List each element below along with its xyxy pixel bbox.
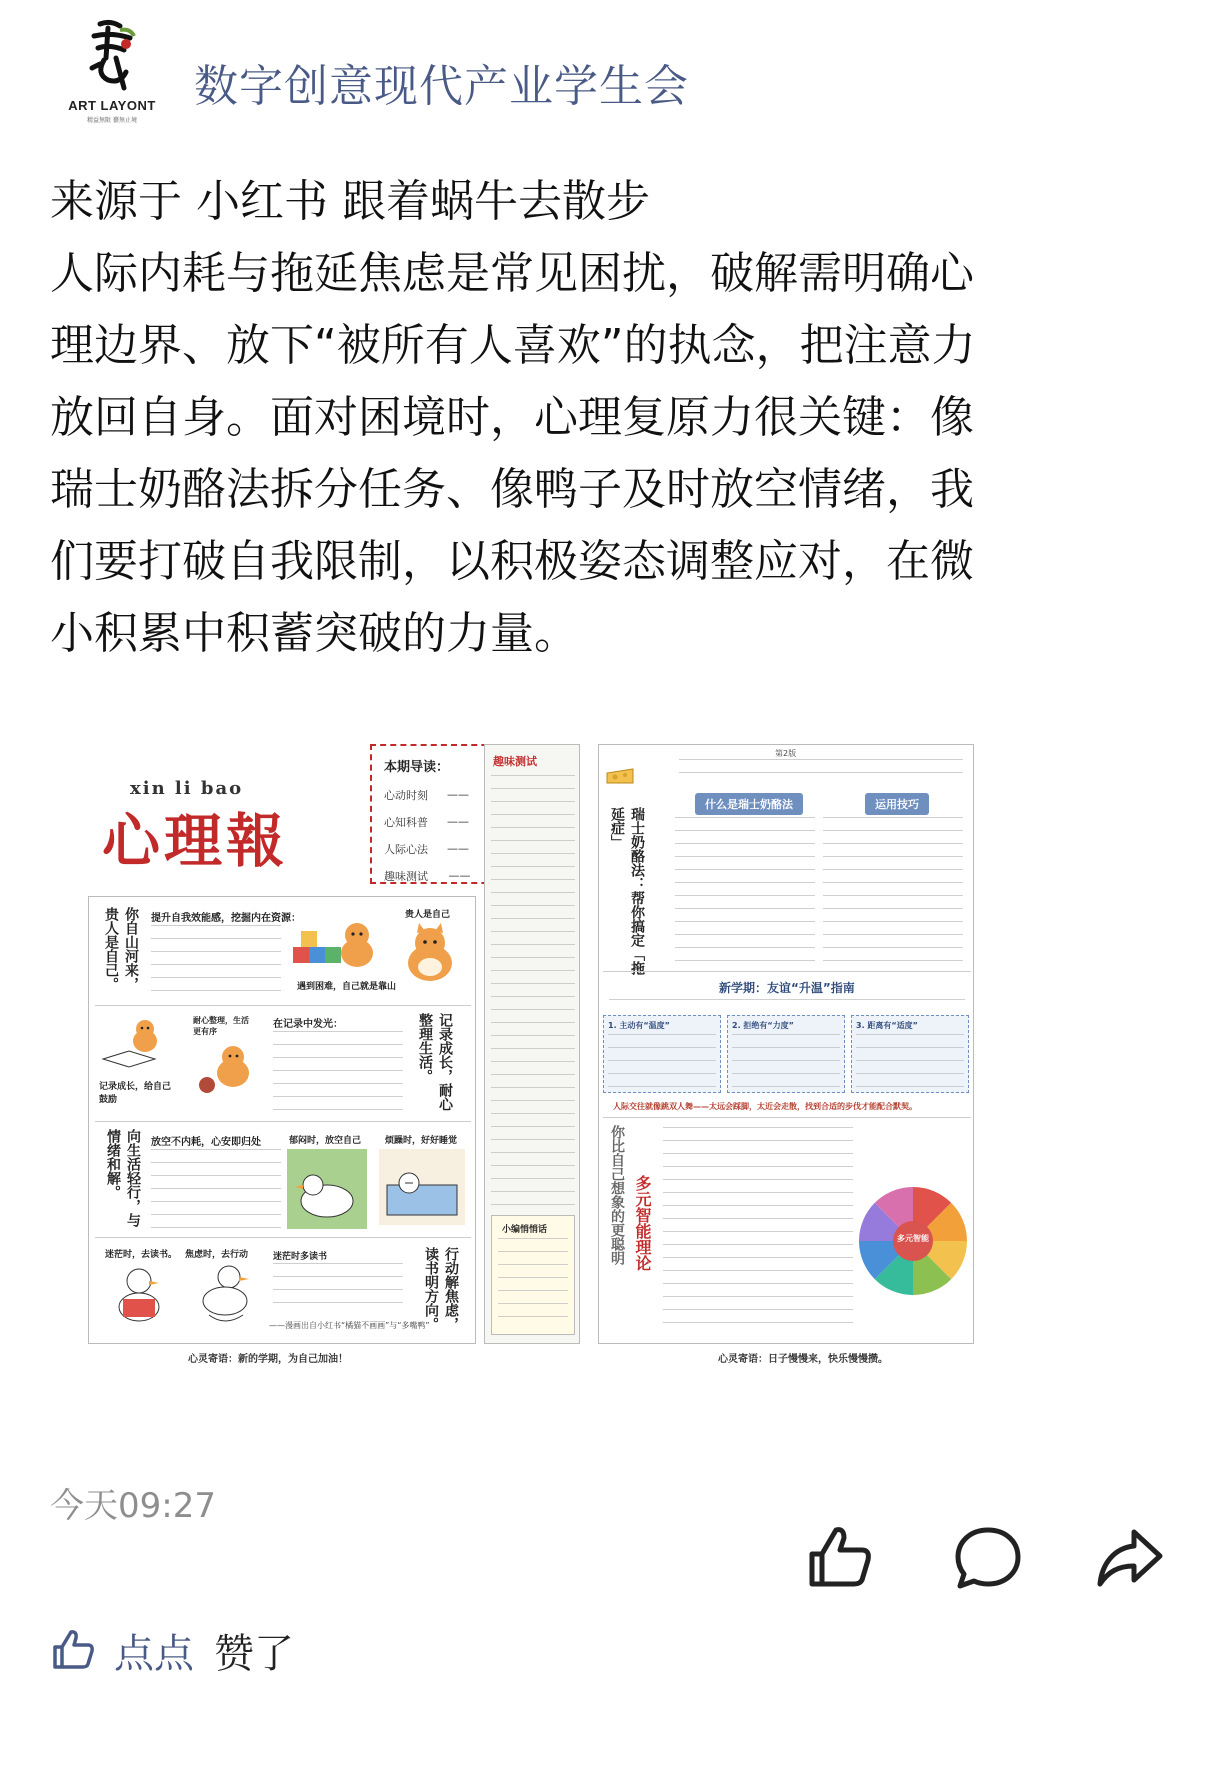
cat-sitting-illustration-icon (399, 921, 461, 983)
section-vertical-title: 你自山河来，贵人是自己。 (103, 907, 139, 991)
quiz-questions (491, 775, 575, 1205)
page-one-panel (88, 896, 476, 1344)
like-text: 赞了 (214, 1630, 294, 1677)
cheese-icon (605, 759, 635, 789)
account-name[interactable]: 数字创意现代产业学生会 (194, 61, 689, 112)
wheel-center-label: 多元智能 (897, 1234, 929, 1243)
duck-running-illustration-icon (189, 1261, 261, 1327)
section-vertical-title: 记录成长，耐心整理生活。 (417, 1013, 453, 1111)
post-line: 理边界、放下“被所有人喜欢”的执念，把注意力 (50, 320, 976, 371)
section-tag: 什么是瑞士奶酪法 (695, 793, 803, 815)
cat-blocks-illustration-icon (289, 907, 379, 977)
section-heading: 迷茫时多读书 (273, 1252, 328, 1262)
friendship-note: 人际交往就像跳双人舞——太远会踩脚，太近会走散，找到合适的步伐才能配合默契。 (613, 1102, 917, 1111)
post-line: 们要打破自我限制，以积极姿态调整应对，在微 (50, 536, 974, 587)
editor-note-body (498, 1238, 568, 1328)
cat-yarn-illustration-icon (193, 1037, 263, 1097)
post-line: 小积累中积蓄突破的力量。 (50, 608, 578, 659)
toc-item: 人际心法 —— (384, 842, 469, 856)
illustration-caption: 郁闷时，放空自己 (289, 1136, 362, 1146)
section-vertical-title: 行动解焦虑，读书明方向。 (423, 1247, 459, 1331)
calligraphy-logo-icon (80, 18, 144, 94)
friendship-title: 新学期：友谊“升温”指南 (719, 981, 855, 995)
like-user-name[interactable]: 点点 (114, 1630, 194, 1677)
cat-book-illustration-icon (99, 1015, 169, 1071)
masthead-pinyin: xin li bao (130, 778, 244, 799)
section-heading: 放空不内耗，心安即归处 (151, 1137, 261, 1148)
duck-sleeping-illustration-icon (379, 1149, 465, 1225)
section-body-text (151, 1149, 281, 1229)
friendship-intro (609, 999, 965, 1011)
mi-body-text (663, 1127, 853, 1327)
post-line: 瑞士奶酪法拆分任务、像鸭子及时放空情绪，我 (50, 464, 974, 515)
toc-title: 本期导读： (384, 760, 450, 775)
tip-box: 2. 拒绝有“力度” (727, 1015, 845, 1093)
illustration-caption: 焦虑时，去行动 (185, 1250, 249, 1260)
post-line: 放回自身。面对困境时，心理复原力很关键：像 (50, 392, 974, 443)
quiz-title: 趣味测试 (493, 755, 537, 768)
editor-note-box (491, 1215, 575, 1335)
post-image-newspaper[interactable] (88, 730, 1126, 1450)
comment-icon[interactable] (952, 1522, 1024, 1594)
duck-reading-illustration-icon (109, 1261, 169, 1327)
section-heading: 在记录中发光： (273, 1019, 343, 1030)
post-timestamp: 今天09:27 (50, 1486, 216, 1526)
page-two-vertical-title: 瑞士奶酪法：帮你搞定「拖延症」 (609, 807, 645, 975)
section-body-text (273, 1031, 403, 1111)
toc-item: 趣味测试 —— (384, 869, 471, 883)
post-header (0, 0, 1206, 150)
avatar-subtext: 精益無限 藝無止境 (87, 117, 137, 124)
illustration-caption: 迷茫时，去读书。 (105, 1250, 178, 1260)
section-body-text (273, 1263, 403, 1315)
illustration-caption: 耐心整理，生活更有序 (193, 1016, 249, 1036)
illustration-caption: 烦躁时，好好睡觉 (385, 1136, 458, 1146)
mi-title: 多元智能理论 (633, 1175, 652, 1271)
post-text (50, 166, 1160, 670)
likes-row (50, 1620, 294, 1680)
page-two-panel (598, 744, 974, 1344)
intro-text (679, 759, 963, 785)
section-body-text (151, 925, 281, 991)
tip-box: 3. 距离有“适度” (851, 1015, 969, 1093)
illustration-caption: 遇到困难，自己就是靠山 (297, 982, 397, 992)
cheese-method-text (675, 817, 815, 963)
page-label: 第2版 (775, 749, 797, 758)
post-line: 人际内耗与拖延焦虑是常见困扰，破解需明确心 (50, 248, 974, 299)
illustration-caption: 贵人是自己 (405, 910, 451, 920)
toc-item: 心知科普 —— (384, 815, 469, 829)
page-one-footer: 心灵寄语：新的学期，为自己加油！ (188, 1354, 348, 1365)
toc-item: 心动时刻 —— (384, 788, 469, 802)
page-two-footer: 心灵寄语：日子慢慢来，快乐慢慢攒。 (718, 1354, 888, 1365)
illustration-source: ——漫画出自小红书“橘猫不画画”与“多嘴鸭” (269, 1321, 430, 1330)
like-icon[interactable] (804, 1522, 876, 1594)
section-heading: 提升自我效能感，挖掘内在资源： (151, 913, 301, 924)
duck-relaxing-illustration-icon (287, 1149, 367, 1229)
illustration-caption: 记录成长，给自己鼓励 (99, 1082, 172, 1105)
share-icon[interactable] (1094, 1522, 1166, 1594)
masthead-title: 心理報 (102, 807, 289, 875)
small-like-icon (50, 1627, 96, 1673)
quiz-column (484, 744, 580, 1344)
techniques-text (823, 817, 963, 963)
avatar-text: ART LAYONT (68, 98, 156, 113)
mi-vertical-title: 你比自己想象的更聪明 (609, 1125, 625, 1265)
avatar[interactable] (62, 18, 162, 130)
editor-note-title: 小编悄悄话 (502, 1225, 548, 1235)
section-tag: 运用技巧 (865, 793, 929, 815)
section-vertical-title: 向生活轻行，与情绪和解。 (105, 1129, 141, 1227)
tip-box: 1. 主动有“温度” (603, 1015, 721, 1093)
post-line: 来源于 小红书 跟着蜗牛去散步 (50, 176, 650, 227)
